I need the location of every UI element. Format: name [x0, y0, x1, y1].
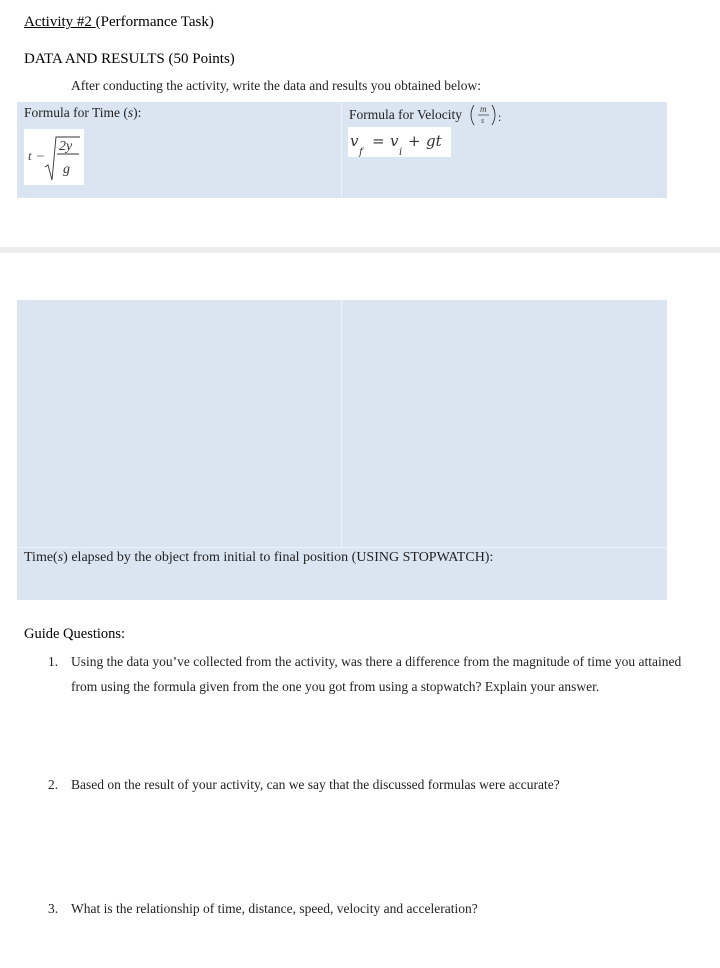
svg-text:f: f — [359, 147, 363, 157]
results-row-divider — [17, 547, 667, 548]
activity-title-type: (Performance Task) — [95, 14, 214, 30]
time-formula-result-cell[interactable] — [17, 300, 341, 547]
time-label-unit: s — [127, 105, 134, 120]
question-text-line-2: from using the formula given from the one you got from using a stopwatch? Explain your answer. — [71, 679, 600, 694]
svg-text:+: + — [408, 132, 421, 150]
velocity-unit-fraction — [466, 102, 502, 128]
instruction-text: After conducting the activity, write the data and results you obtained below: — [71, 78, 482, 93]
section-heading: DATA AND RESULTS (50 Points) — [24, 51, 235, 67]
question-number: 1. — [48, 654, 59, 669]
svg-text::: : — [498, 110, 502, 124]
question-text-line-1: What is the relationship of time, distance, speed, velocity and acceleration? — [71, 901, 478, 916]
velocity-formula-result-cell[interactable] — [342, 300, 667, 547]
velocity-unit-numerator: m — [480, 104, 487, 114]
svg-text:gt: gt — [426, 132, 442, 150]
page-break — [0, 247, 720, 253]
question-number: 2. — [48, 777, 59, 792]
velocity-formula-image — [348, 127, 451, 157]
question-text-line-1: Based on the result of your activity, can we say that the discussed formulas were accurate? — [71, 777, 560, 792]
question-text-line-1: Using the data you’ve collected from the activity, was there a difference from the magnitude of time you attained — [71, 654, 682, 669]
svg-text:v: v — [350, 132, 359, 150]
svg-text:i: i — [399, 147, 403, 157]
stopwatch-label-prefix: Time( — [24, 550, 58, 565]
stopwatch-label-unit: s — [57, 550, 64, 565]
svg-text:=: = — [372, 132, 385, 150]
activity-title-number: Activity #2 — [24, 14, 96, 30]
guide-question-1 — [48, 649, 720, 699]
time-formula-svg — [24, 129, 84, 185]
results-table — [17, 300, 667, 600]
time-formula-label — [24, 105, 141, 121]
time-formula-lhs: t — [28, 148, 32, 163]
time-formula-image — [24, 129, 84, 185]
activity-title — [24, 14, 214, 31]
time-formula-denominator: g — [63, 162, 70, 177]
guide-question-3 — [48, 896, 720, 921]
question-number: 3. — [48, 901, 59, 916]
table-column-divider — [341, 102, 342, 198]
stopwatch-label-suffix: ) elapsed by the object from initial to final position (USING STOPWATCH): — [63, 550, 494, 565]
velocity-formula-svg — [348, 127, 451, 157]
svg-text:v: v — [390, 132, 399, 150]
formula-table — [17, 102, 667, 198]
velocity-label-text: Formula for Velocity — [349, 107, 462, 122]
time-formula-numerator: 2y — [59, 139, 73, 154]
velocity-unit-denominator: s — [481, 116, 485, 125]
time-label-suffix: ): — [133, 105, 142, 120]
time-label-prefix: Formula for Time ( — [24, 105, 128, 120]
stopwatch-time-label — [24, 550, 493, 566]
guide-questions-heading: Guide Questions: — [24, 626, 126, 642]
guide-question-2 — [48, 772, 720, 797]
velocity-formula-label — [349, 102, 502, 130]
